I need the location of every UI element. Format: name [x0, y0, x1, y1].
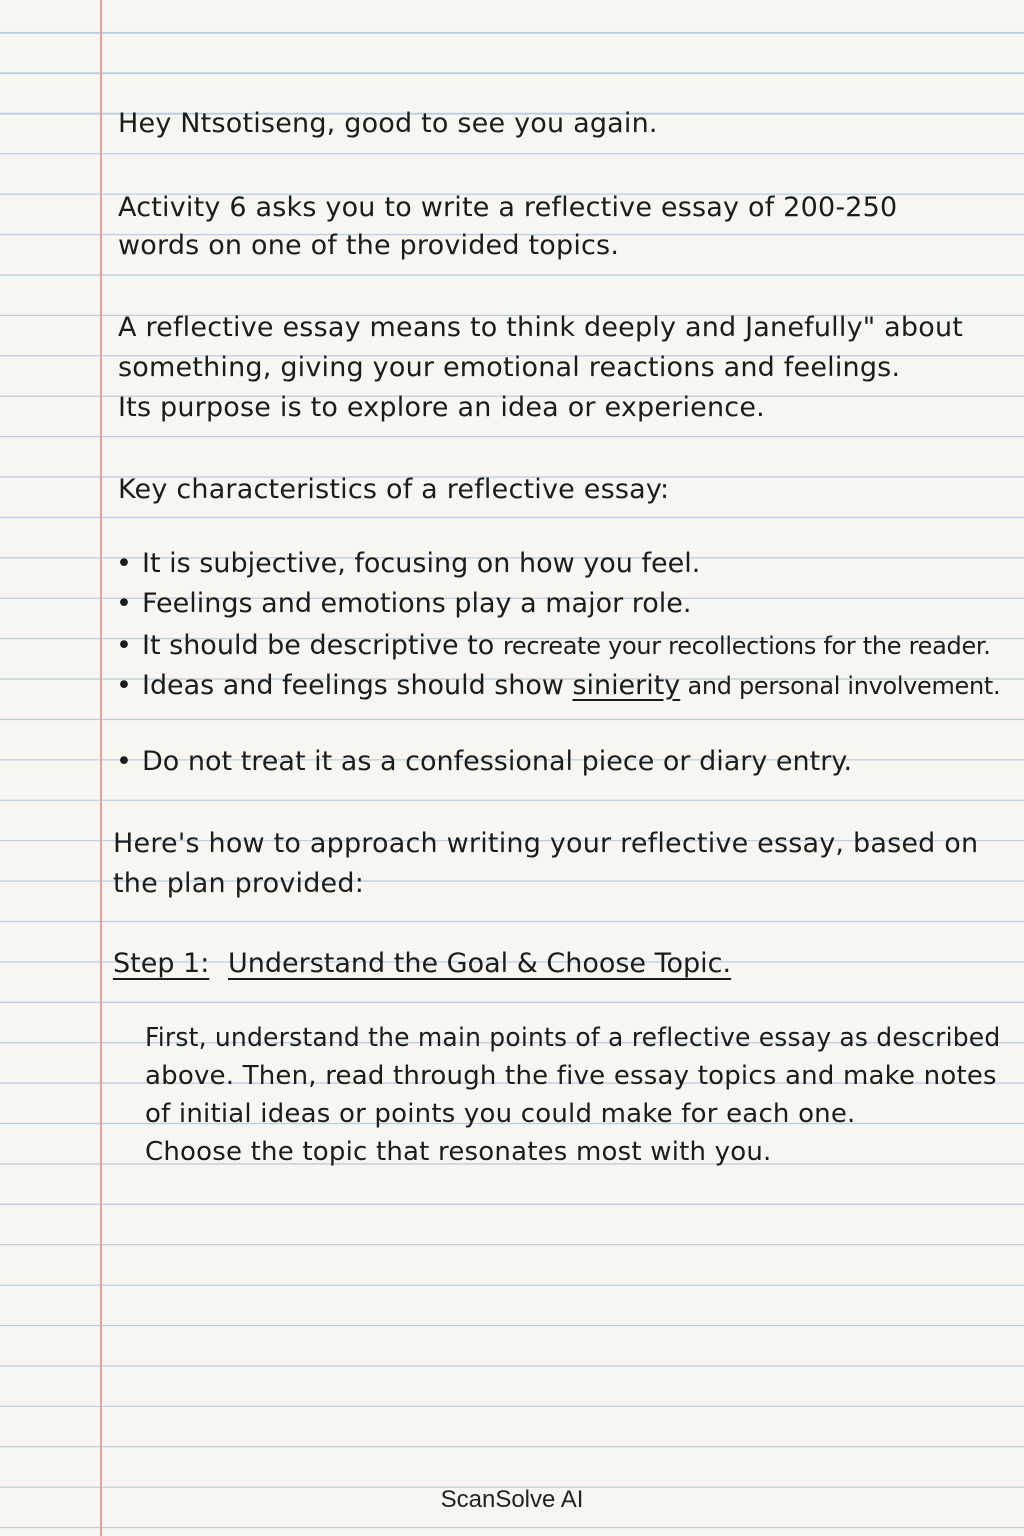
bullet-item-4 — [142, 670, 1000, 702]
bullet-marker: • — [116, 588, 132, 619]
bullet-item-1: It is subjective, focusing on how you feel. — [142, 548, 701, 579]
key-characteristics-heading: Key characteristics of a reflective essay: — [118, 474, 670, 505]
activity-line-2: words on one of the provided topics. — [118, 230, 620, 261]
bullet-marker: • — [116, 630, 132, 661]
definition-line-2: something, giving your emotional reactions and feelings. — [118, 352, 901, 383]
definition-line-3: Its purpose is to explore an idea or experience. — [118, 392, 765, 423]
bullet-item-3-part-1: It should be descriptive to — [142, 630, 503, 661]
bullet-item-4-part-2: and personal involvement. — [680, 672, 1001, 700]
approach-line-2: the plan provided: — [113, 868, 365, 899]
greeting-line: Hey Ntsotiseng, good to see you again. — [118, 108, 658, 139]
step-body-line-3: of initial ideas or points you could make for each one. — [145, 1099, 856, 1129]
bullet-item-3-part-2: recreate your recollections for the reader. — [502, 632, 991, 660]
step-body-line-1: First, understand the main points of a reflective essay as described — [145, 1023, 1001, 1053]
bullet-item-5: Do not treat it as a confessional piece or diary entry. — [142, 746, 853, 777]
step-label: Step 1: — [113, 948, 210, 979]
underlined-word: sinierity — [572, 670, 681, 701]
step-body-line-4: Choose the topic that resonates most with you. — [145, 1137, 772, 1167]
bullet-marker: • — [116, 548, 132, 579]
definition-line-1: A reflective essay means to think deeply and Janefully" about — [118, 312, 964, 343]
bullet-item-2: Feelings and emotions play a major role. — [142, 588, 692, 619]
activity-line-1: Activity 6 asks you to write a reflective essay of 200-250 — [118, 192, 898, 223]
step-body-line-2: above. Then, read through the five essay topics and make notes — [145, 1061, 997, 1091]
bullet-marker: • — [116, 746, 132, 777]
footer-brand: ScanSolve AI — [440, 1486, 584, 1513]
margin-line — [100, 0, 102, 1536]
approach-line-1: Here's how to approach writing your reflective essay, based on — [113, 828, 979, 859]
bullet-marker: • — [116, 670, 132, 701]
bullet-item-4-part-1: Ideas and feelings should show — [142, 670, 573, 701]
bullet-item-3 — [142, 630, 991, 662]
step-title: Understand the Goal & Choose Topic. — [228, 948, 732, 979]
